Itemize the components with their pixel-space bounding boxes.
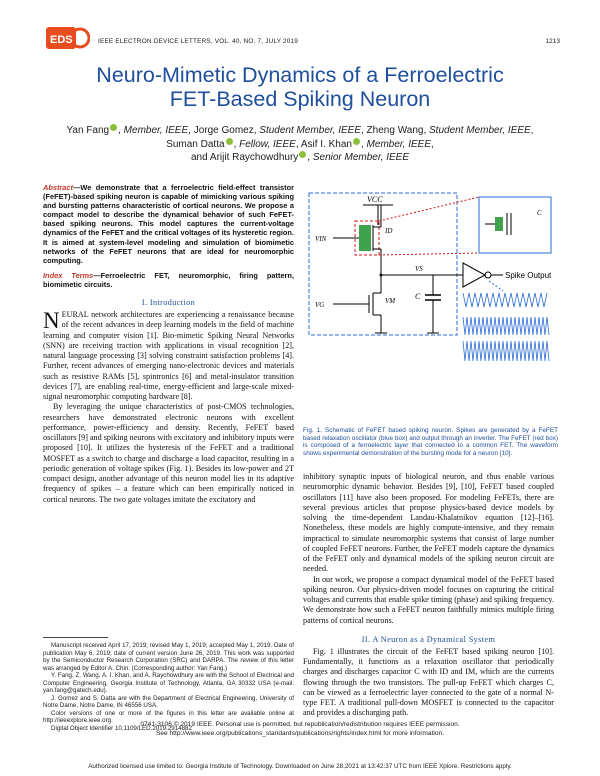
orcid-icon[interactable] (299, 151, 306, 158)
drop-cap: N (43, 308, 60, 334)
ieee-eds-logo (46, 25, 90, 51)
footer-line-1: 0741-3106 © 2019 IEEE. Personal use is permitted, but republication/redistribution requires IEEE permission. (140, 721, 460, 728)
authors-line-3: and Arijit Raychowdhury , Senior Member, IEEE (191, 152, 409, 163)
abstract (43, 183, 294, 265)
index-terms-label: Index Terms (43, 270, 94, 280)
right-paragraph-1: inhibitory synaptic inputs of biological neuron, and thus enable various neuromorphic dynamic behavior. Besides [9], [10], FeFET based coupled oscillators [11] have also been proposed. For modeling FeFETs, there are several previous articles that propose physics-based device models by solving the time-dependent Landau-Khalatnikov equation [12]–[16]. Nonetheless, these models are highly compute-intensive, and they remain impractical to simulate neuromorphic systems that consist of large number of coupled FeFET neurons. Further, the FeFET models capture the dynamics of the FeFET only and dynamical models of the spiking neuron circuit are needed. (303, 472, 554, 574)
author-list (40, 124, 560, 165)
im-label: VM (385, 297, 396, 305)
vs-label: VS (415, 265, 423, 273)
intro-paragraph-1 (43, 310, 294, 402)
license-notice: Authorized licensed use limited to: Georgia Institute of Technology. Downloaded on June 28,2021 at 13:42:37 UTC from IEEE Xplore. Restrictions apply. (88, 763, 512, 770)
intro-p1-text: EURAL network architectures are experiencing a renaissance because of the recent advances in deep learning models in the field of machine learning and computer vision [1]. Bio-mimetic Spiking Neural Networks (SNN) are receiving traction with applications in visual recognition [2], natural language processing [3] solving constraint satisfaction problems [4]. Further, recent advances of emerging nano-electronic devices and materials such as resistive RAMs [5], spintronics [6] and metal-insulator transition devices [7], are enabling real-time, energy-efficient and large-scale mixed-signal neuromorphic computing hardware [8]. (43, 310, 294, 402)
figure-1-caption: Fig. 1. Schematic of FeFET based spiking neuron. Spikes are generated by a FeFET based relaxation oscillator (blue box) and output through an inverter. The FeFET (red box) is composed of a ferroelectric layer that connected to a common FET. The waveform shows experimental demonstration of the bursting mode for a neuron [10]. (303, 427, 558, 458)
footnote-doi: Digital Object Identifier 10.1109/LED.2019.2914882 (51, 724, 192, 732)
section-heading-intro: I. Introduction (141, 298, 196, 308)
inset-cap-label: C (537, 209, 542, 217)
right-body (303, 472, 554, 626)
abstract-label: Abstract (43, 183, 73, 192)
intro-body (43, 310, 294, 505)
right-paragraph-3: Fig. 1 illustrates the circuit of the FeFET based spiking neuron [10]. Fundamentally, it functions as a relaxation oscillator that periodically charges and discharges capacitor C with ID and IM, which are the currents flowing through the two transistors. The pull-up FeFET which charges C, can be viewed as a ferroelectric layer connected to the gate of a normal N-type FET. A traditional pull-down MOSFET is connected to the capacitor and provides a discharging path. (303, 646, 554, 718)
footnote-affiliation-2: J. Gomez and S. Datta are with the Department of Electrical Engineering, University of Notre Dame, Notre Dame, IN 46556 USA. (43, 694, 294, 709)
authors-line-1: Yan Fang , Member, IEEE, Jorge Gomez, Student Member, IEEE, Zheng Wang, Student Member, IEEE, (66, 125, 534, 136)
left-column (43, 183, 294, 505)
section-2-body (303, 647, 554, 719)
capacitor-label: C (415, 292, 421, 301)
footnote-rule (43, 637, 108, 638)
journal-header: IEEE ELECTRON DEVICE LETTERS, VOL. 40, NO. 7, JULY 2019 (98, 38, 299, 45)
index-terms-text: —Ferroelectric FET, neuromorphic, firing pattern, biomimetic circuits. (43, 270, 294, 289)
inverter-symbol (463, 263, 485, 287)
orcid-icon[interactable] (353, 138, 360, 145)
right-column (303, 472, 554, 719)
spike-output-label: Spike Output (505, 271, 552, 280)
figure-1-schematic (303, 185, 558, 425)
footnotes (43, 642, 294, 732)
section-heading-2: II. A Neuron as a Dynamical System (361, 634, 496, 644)
page-number: 1213 (545, 38, 560, 45)
index-terms (43, 271, 294, 289)
bursting-waveform (463, 293, 549, 361)
title-line-1: Neuro-Mimetic Dynamics of a Ferroelectric (96, 63, 504, 87)
vg-label: VG (315, 301, 325, 309)
authors-line-2: Suman Datta , Fellow, IEEE, Asif I. Khan , Member, IEEE, (166, 138, 434, 150)
footnote-color: Color versions of one or more of the figures in this letter are available online at http://ieeexplore.ieee.org. (43, 709, 294, 724)
oscillator-box (309, 193, 457, 335)
abstract-text: —We demonstrate that a ferroelectric field-effect transistor (FeFET)-based spiking neuron is capable of mimicking various spiking and bursting patterns characteristic of cortical neurons. We propose a compact model to describe the dynamical behavior of such FeFET-based spiking neurons. This model captures the current-voltage dynamics of the FeFET and the critical voltages of its hysteretic region. It is aimed at system-level modeling and simulation of biomimetic networks of the FeFET neurons that are ideal for neuromorphic computing. (43, 183, 294, 265)
footer-line-2[interactable]: See http://www.ieee.org/publications_standards/publications/rights/index.html for more information. (155, 729, 445, 737)
orcid-icon[interactable] (226, 138, 233, 145)
paper-title (40, 63, 560, 111)
vin-label: VIN (315, 235, 327, 243)
svg-text:EDS: EDS (50, 34, 73, 46)
intro-paragraph-2: By leveraging the unique characteristics of post-CMOS technologies, researchers have demonstrated electronic neurons with excellent performance, power-efficiency and density. Recently, FeFET based oscillators [9] and spiking neurons with excitatory and inhibitory inputs were proposed [10]. It utilizes the hysteresis of the FeFET and a traditional MOSFET as a switch to charge and discharge a load capacitor, resulting in a periodic generation of voltage spikes (Fig. 1). Besides its low-power and 2T compact design, another advantage of this neuron model lies in its adaptive frequency of spikes – a feature which can been empirically noticed in cortical neurons. The two gate voltages imitate the excitatory and (43, 402, 294, 504)
vcc-label: VCC (367, 195, 383, 204)
title-line-2: FET-Based Spiking Neuron (169, 87, 431, 111)
right-paragraph-2: In our work, we propose a compact dynamical model of the FeFET based spiking neuron. Our physics-driven model focuses on capturing the critical voltages and currents that enable spike timing (phase) and spiking frequency. We demonstrate how such a FeFET neuron faithfully mimics multiple firing patterns of cortical neurons. (303, 574, 554, 625)
id-label: ID (385, 227, 393, 235)
ferroelectric-layer (359, 225, 371, 251)
copyright-footer (40, 721, 560, 738)
fefet-inset (479, 197, 551, 253)
orcid-icon[interactable] (110, 124, 117, 131)
footnote-affiliation-1: Y. Fang, Z. Wang, A. I. Khan, and A. Raychowdhury are with the School of Electrical and Computer Engineering, Georgia Institute of Technology, Atlanta, GA 30332 USA (e-mail: yan.fang@gatech.edu). (43, 672, 294, 694)
footnote-manuscript: Manuscript received April 17, 2019; revised May 1, 2019; accepted May 1, 2019. Date of publication May 6, 2019; date of current version June 26, 2019. This work was supported by the Semiconductor Research Corporation (SRC) and DARPA. The review of this letter was arranged by Editor A. Chin. (Corresponding author: Yan Fang.) (43, 642, 294, 672)
